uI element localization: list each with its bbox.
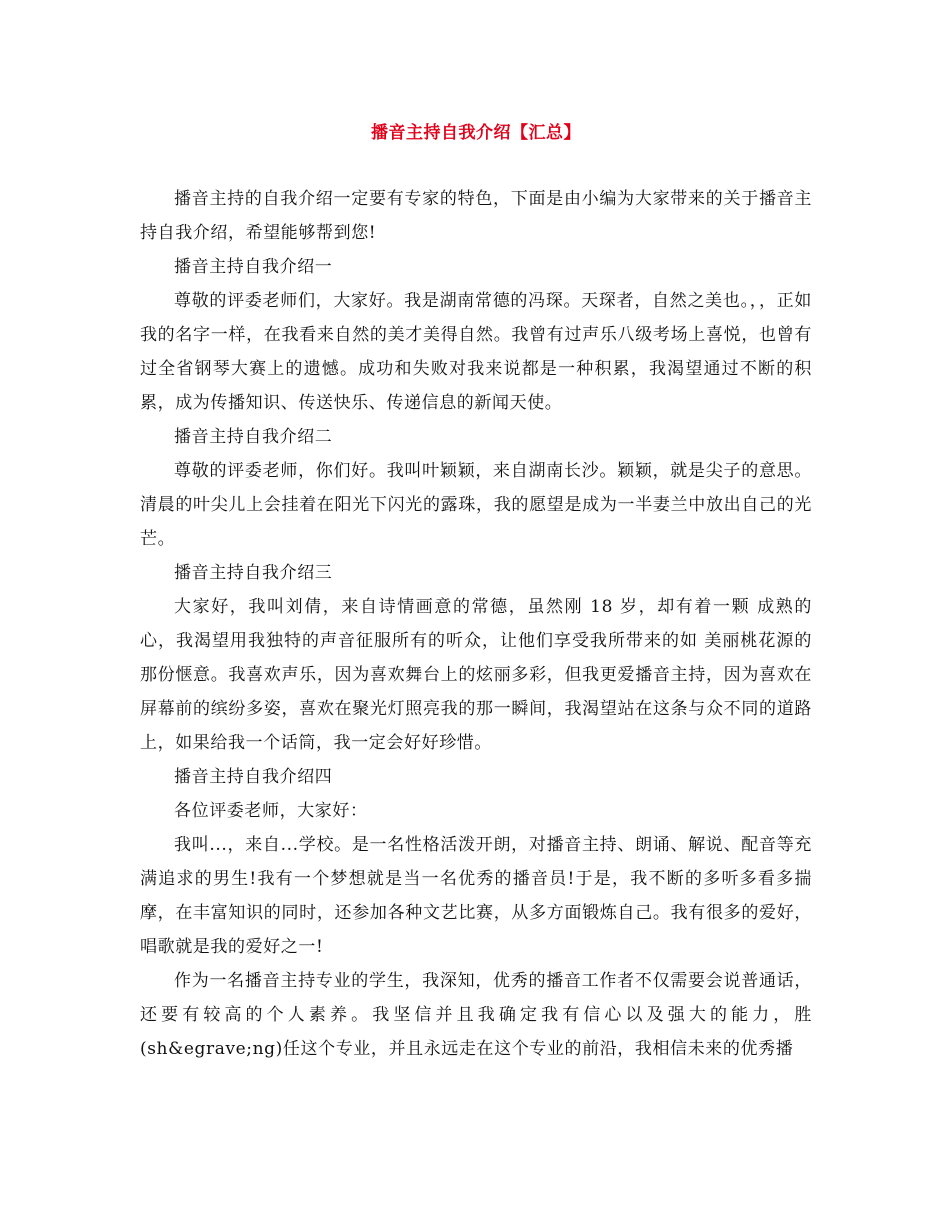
section-1-paragraph: 尊敬的评委老师们，大家好。我是湖南常德的冯琛。天琛者，自然之美也。，，正如我的名字一样，在我看来自然的美才美得自然。我曾有过声乐八级考场上喜悦，也曾有过全省钢琴大赛上的遗憾。成功和失败对我来说都是一种积累，我渴望通过不断的积累，成为传播知识、传送快乐、传递信息的新闻天使。 <box>140 291 812 413</box>
section-4-paragraph-2: 作为一名播音主持专业的学生，我深知，优秀的播音工作者不仅需要会说普通话，还要有较高的个人素养。我坚信并且我确定我有信心以及强大的能力，胜(sh&egrave;ng)任这个专业，并且永远走在这个专业的前沿，我相信未来的优秀播 <box>140 971 812 1059</box>
section-2-paragraph: 尊敬的评委老师，你们好。我叫叶颖颖，来自湖南长沙。颖颖，就是尖子的意思。清晨的叶尖儿上会挂着在阳光下闪光的露珠，我的愿望是成为一半妻兰中放出自己的光芒。 <box>140 461 812 549</box>
section-4-paragraph-1: 我叫...，来自...学校。是一名性格活泼开朗，对播音主持、朗诵、解说、配音等充满追求的男生!我有一个梦想就是当一名优秀的播音员!于是，我不断的多听多看多揣摩，在丰富知识的同时，还参加各种文艺比赛，从多方面锻炼自己。我有很多的爱好，唱歌就是我的爱好之一! <box>140 835 812 957</box>
section-2-heading: 播音主持自我介绍二 <box>174 427 333 447</box>
intro-paragraph: 播音主持的自我介绍一定要有专家的特色，下面是由小编为大家带来的关于播音主持自我介绍，希望能够帮到您! <box>140 189 812 243</box>
section-1-heading: 播音主持自我介绍一 <box>174 257 333 277</box>
section-4-greeting: 各位评委老师，大家好： <box>174 801 368 821</box>
document-page <box>140 118 812 1066</box>
section-3-heading: 播音主持自我介绍三 <box>174 563 333 583</box>
document-title: 播音主持自我介绍【汇总】 <box>371 123 581 143</box>
section-4-heading: 播音主持自我介绍四 <box>174 767 333 787</box>
section-3-paragraph: 大家好，我叫刘倩，来自诗情画意的常德，虽然刚 18 岁，却有着一颗 成熟的心，我渴望用我独特的声音征服所有的听众，让他们享受我所带来的如 美丽桃花源的那份惬意。我喜欢声乐，因为喜欢舞台上的炫丽多彩，但我更爱播音主持，因为喜欢在屏幕前的缤纷多姿，喜欢在聚光灯照亮我的那一瞬间，我渴望站在这条与众不同的道路上，如果给我一个话筒，我一定会好好珍惜。 <box>140 597 812 753</box>
